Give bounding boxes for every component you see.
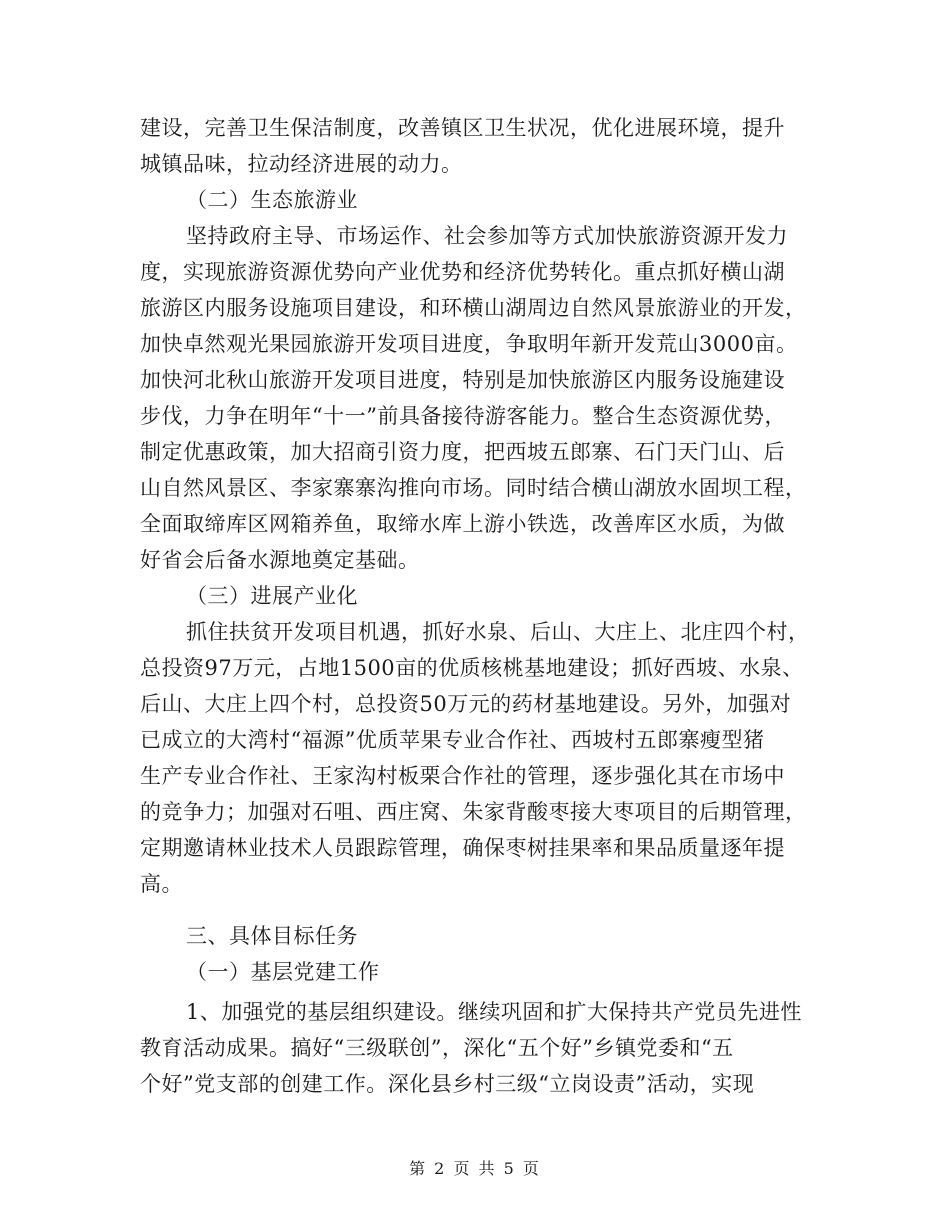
text-line: 加快卓然观光果园旅游开发项目进度，争取明年新开发荒山3000亩。 [140,332,798,356]
text-line: 步伐，力争在明年“十一”前具备接待游客能力。整合生态资源优势， [140,404,786,428]
text-line: 抓住扶贫开发项目机遇，抓好水泉、后山、大庄上、北庄四个村， [186,620,810,644]
text-line: 教育活动成果。搞好“三级联创”，深化“五个好”乡镇党委和“五 [140,1036,734,1060]
text-line: 全面取缔库区网箱养鱼，取缔水库上游小铁选，改善库区水质，为做 [140,512,785,536]
text-line: 1、加强党的基层组织建设。继续巩固和扩大保持共产党员先进性 [186,1000,802,1024]
text-line: 个好”党支部的创建工作。深化县乡村三级“立岗设责”活动，实现 [140,1072,755,1096]
text-line: 山自然风景区、李家寨寨沟推向市场。同时结合横山湖放水固坝工程， [140,476,807,500]
text-line: 加快河北秋山旅游开发项目进度，特别是加快旅游区内服务设施建设 [140,368,785,392]
text-line: 总投资97万元，占地1500亩的优质核桃基地建设；抓好西坡、水泉、 [140,656,804,680]
text-line: 生产专业合作社、王家沟村板栗合作社的管理，逐步强化其在市场中 [140,764,785,788]
text-line: 的竞争力；加强对石咀、西庄窝、朱家背酸枣接大枣项目的后期管理， [140,800,807,824]
text-line: 度，实现旅游资源优势向产业优势和经济优势转化。重点抓好横山湖 [140,260,785,284]
section-heading: （三）进展产业化 [186,584,358,608]
text-line: 坚持政府主导、市场运作、社会参加等方式加快旅游资源开发力 [186,224,788,248]
section-heading: （二）生态旅游业 [186,188,358,212]
text-line: 制定优惠政策，加大招商引资力度，把西坡五郎寨、石门天门山、后 [140,440,785,464]
text-line: 旅游区内服务设施项目建设，和环横山湖周边自然风景旅游业的开发， [140,296,807,320]
section-heading: （一）基层党建工作 [186,960,380,984]
text-line: 好省会后备水源地奠定基础。 [140,548,420,572]
section-heading: 三、具体目标任务 [186,924,358,948]
text-line: 已成立的大湾村“福源”优质苹果专业合作社、西坡村五郎寨瘦型猪 [140,728,765,752]
text-line: 后山、大庄上四个村，总投资50万元的药材基地建设。另外，加强对 [140,692,792,716]
page-number-footer: 第 2 页 共 5 页 [409,1159,541,1178]
text-line: 定期邀请林业技术人员跟踪管理，确保枣树挂果率和果品质量逐年提 [140,836,785,860]
text-line: 建设，完善卫生保洁制度，改善镇区卫生状况，优化进展环境，提升 [140,116,785,140]
text-line: 高。 [140,872,183,896]
text-line: 城镇品味，拉动经济进展的动力。 [140,152,463,176]
